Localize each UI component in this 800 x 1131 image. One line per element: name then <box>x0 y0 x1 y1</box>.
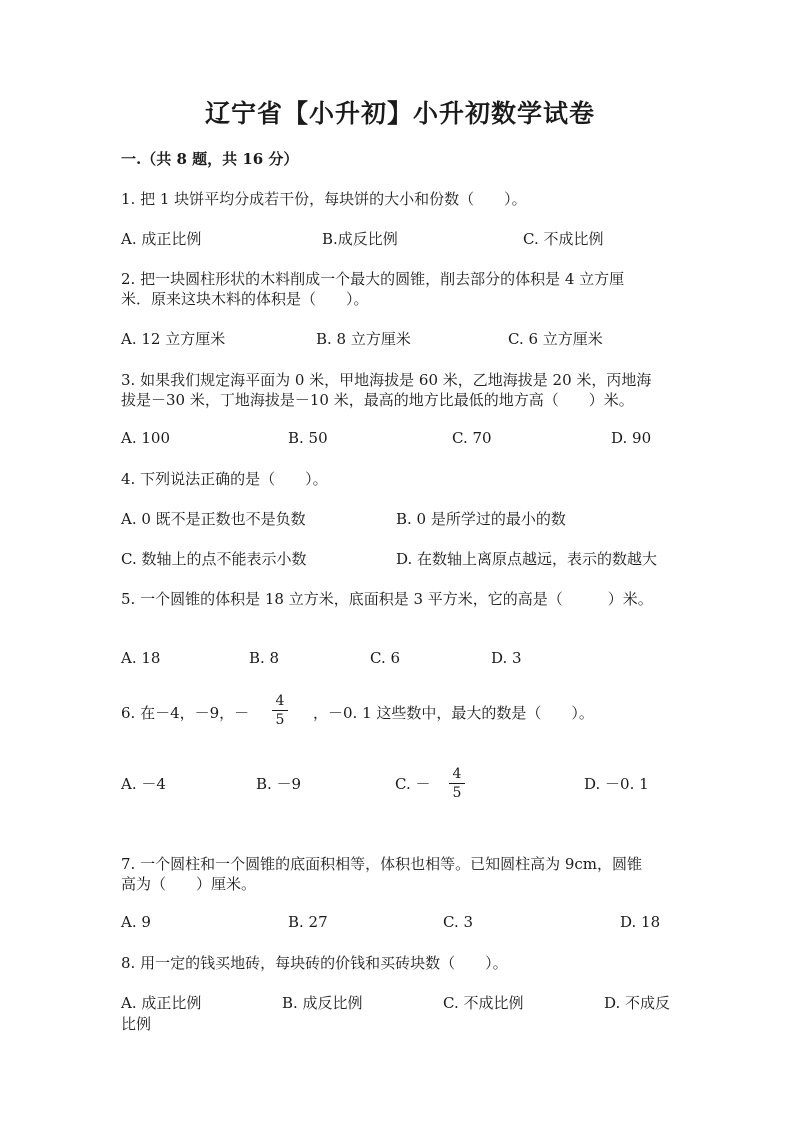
question-3-option-c[interactable]: C. 70 <box>452 429 492 447</box>
question-3-option-d[interactable]: D. 90 <box>611 429 652 447</box>
question-4-option-b[interactable]: B. 0 是所学过的最小的数 <box>396 510 566 528</box>
question-7-option-c[interactable]: C. 3 <box>443 913 474 931</box>
question-3-text-line-2: 拔是－30 米，丁地海拔是－10 米，最高的地方比最低的地方高（ ）米。 <box>121 391 634 409</box>
question-1-text: 1. 把 1 块饼平均分成若干份，每块饼的大小和份数（ ）。 <box>121 190 527 208</box>
question-7-option-a[interactable]: A. 9 <box>121 913 151 931</box>
question-8-text: 8. 用一定的钱买地砖，每块砖的价钱和买砖块数（ ）。 <box>121 954 508 972</box>
question-6-fraction-numerator: 4 <box>275 693 285 709</box>
question-2-option-b[interactable]: B. 8 立方厘米 <box>316 330 411 348</box>
question-2-text-line-1: 2. 把一块圆柱形状的木料削成一个最大的圆锥，削去部分的体积是 4 立方厘 <box>121 270 625 288</box>
question-6-option-d[interactable]: D. －0. 1 <box>584 775 649 793</box>
section-heading: 一.（共 8 题，共 16 分） <box>121 150 299 168</box>
question-4-option-a[interactable]: A. 0 既不是正数也不是负数 <box>121 510 306 528</box>
question-5-text: 5. 一个圆锥的体积是 18 立方米，底面积是 3 平方米，它的高是（ ）米。 <box>121 590 653 608</box>
question-5-option-b[interactable]: B. 8 <box>249 649 280 667</box>
question-1-option-c[interactable]: C. 不成比例 <box>523 230 604 248</box>
question-4-text: 4. 下列说法正确的是（ ）。 <box>121 470 328 488</box>
option-c-fraction-numerator: 4 <box>452 766 462 782</box>
question-6-option-c-fraction <box>449 767 465 800</box>
question-6-option-b[interactable]: B. －9 <box>256 775 302 793</box>
page-title: 辽宁省【小升初】小升初数学试卷 <box>204 99 595 128</box>
question-6-fraction <box>272 694 288 727</box>
fraction-bar <box>272 710 288 711</box>
question-8-option-c[interactable]: C. 不成比例 <box>443 994 524 1012</box>
question-6-option-a[interactable]: A. －4 <box>121 775 166 793</box>
question-3-option-a[interactable]: A. 100 <box>121 429 170 447</box>
question-7-text-line-1: 7. 一个圆柱和一个圆锥的底面积相等，体积也相等。已知圆柱高为 9cm，圆锥 <box>121 855 643 873</box>
question-3-option-b[interactable]: B. 50 <box>288 429 328 447</box>
question-6-fraction-denominator: 5 <box>275 712 285 728</box>
question-6-text-after: ，－0. 1 这些数中，最大的数是（ ）。 <box>313 704 594 722</box>
question-4-option-c[interactable]: C. 数轴上的点不能表示小数 <box>121 550 307 568</box>
option-c-fraction-denominator: 5 <box>452 785 462 801</box>
question-2-option-a[interactable]: A. 12 立方厘米 <box>121 330 226 348</box>
question-5-option-d[interactable]: D. 3 <box>491 649 522 667</box>
question-5-option-c[interactable]: C. 6 <box>370 649 401 667</box>
question-2-text-line-2: 米．原来这块木料的体积是（ ）。 <box>121 290 369 308</box>
question-5-option-a[interactable]: A. 18 <box>121 649 161 667</box>
question-7-option-b[interactable]: B. 27 <box>288 913 328 931</box>
question-8-option-d-wrap: 比例 <box>121 1015 152 1033</box>
question-7-text-line-2: 高为（ ）厘米。 <box>121 875 257 893</box>
question-8-option-d[interactable]: D. 不成反 <box>604 994 671 1012</box>
question-3-text-line-1: 3. 如果我们规定海平面为 0 米，甲地海拔是 60 米，乙地海拔是 20 米，丙地海 <box>121 371 652 389</box>
fraction-bar <box>449 783 465 784</box>
question-7-option-d[interactable]: D. 18 <box>620 913 661 931</box>
question-2-option-c[interactable]: C. 6 立方厘米 <box>508 330 603 348</box>
question-8-option-a[interactable]: A. 成正比例 <box>121 994 202 1012</box>
question-8-option-b[interactable]: B. 成反比例 <box>282 994 363 1012</box>
question-4-option-d[interactable]: D. 在数轴上离原点越远，表示的数越大 <box>396 550 658 568</box>
question-6-text-before: 6. 在－4，－9，－ <box>121 704 250 722</box>
question-1-option-b[interactable]: B.成反比例 <box>322 230 398 248</box>
question-6-option-c[interactable]: C. － <box>395 775 431 793</box>
question-1-option-a[interactable]: A. 成正比例 <box>121 230 202 248</box>
